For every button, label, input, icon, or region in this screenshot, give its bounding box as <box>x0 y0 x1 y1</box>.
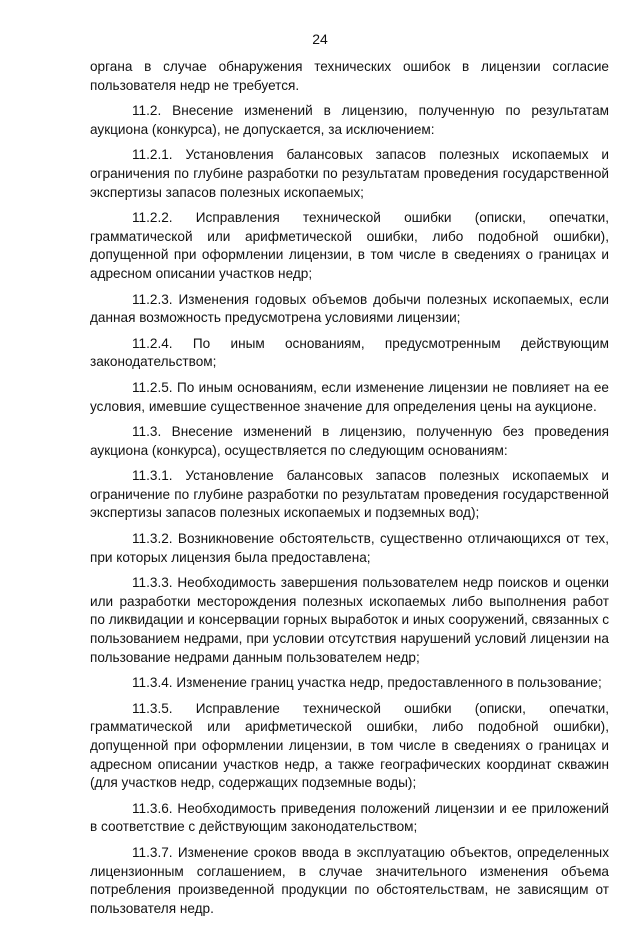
paragraph-11-2-1: 11.2.1. Установления балансовых запасов полезных ископаемых и ограничения по глубине разработки по результатам проведения государственной экспертизы запасов полезных ископаемых; <box>90 147 609 200</box>
paragraph-11-2-5: 11.2.5. По иным основаниям, если изменение лицензии не повлияет на ее условия, имевшие существенное значение для определения цены на аукционе. <box>90 379 609 414</box>
paragraph-11-2: 11.2. Внесение изменений в лицензию, полученную по результатам аукциона (конкурса), не допускается, за исключением: <box>90 103 609 137</box>
page-number: 24 <box>312 31 328 47</box>
paragraph-11-3: 11.3. Внесение изменений в лицензию, полученную без проведения аукциона (конкурса), осуществляется по следующим основаниям: <box>90 424 609 458</box>
paragraph-11-3-5: 11.3.5. Исправление технической ошибки (описки, опечатки, грамматической или арифметической ошибки, либо подобной ошибки), допущенной при оформлении лицензии, в том числе в сведениях о границах и адресном описании участков недр, а также географических координат скважин (для участков недр, содержащих подземные воды); <box>90 700 609 791</box>
paragraph-11-2-4: 11.2.4. По иным основаниям, предусмотренным действующим законодательством; <box>90 335 609 370</box>
paragraph-11-3-1: 11.3.1. Установление балансовых запасов полезных ископаемых и ограничение по глубине разработки по результатам проведения государственной экспертизы запасов полезных ископаемых и подземных вод); <box>90 468 609 521</box>
paragraph: органа в случае обнаружения технических ошибок в лицензии согласие пользователя недр не требуется. <box>90 59 609 93</box>
paragraph-11-2-2: 11.2.2. Исправления технической ошибки (описки, опечатки, грамматической или арифметической ошибки, либо подобной ошибки), допущенной при оформлении лицензии, в том числе в сведениях о границах и адресном описании участков недр; <box>90 210 609 281</box>
paragraph-11-2-3: 11.2.3. Изменения годовых объемов добычи полезных ископаемых, если данная возможность предусмотрена условиями лицензии; <box>90 291 609 326</box>
paragraph-11-3-6: 11.3.6. Необходимость приведения положений лицензии и ее приложений в соответствие с действующим законодательством; <box>90 800 609 835</box>
paragraph-11-3-4: 11.3.4. Изменение границ участка недр, предоставленного в пользование; <box>132 675 602 691</box>
document-body <box>90 58 609 925</box>
paragraph-11-3-2: 11.3.2. Возникновение обстоятельств, существенно отличающихся от тех, при которых лицензия была предоставлена; <box>90 531 609 565</box>
paragraph-11-3-3: 11.3.3. Необходимость завершения пользователем недр поисков и оценки или разработки месторождения полезных ископаемых либо выполнения работ по ликвидации и консервации горных выработок и иных сооружений, связанных с пользованием недрами, при условии отсутствия нарушений условий лицензии на пользование недрами данным пользователем недр; <box>90 575 609 665</box>
paragraph-11-3-7: 11.3.7. Изменение сроков ввода в эксплуатацию объектов, определенных лицензионным соглашением, в случае значительного изменения объема потребления произведенной продукции по обстоятельствам, не зависящим от пользователя недр. <box>90 844 609 916</box>
